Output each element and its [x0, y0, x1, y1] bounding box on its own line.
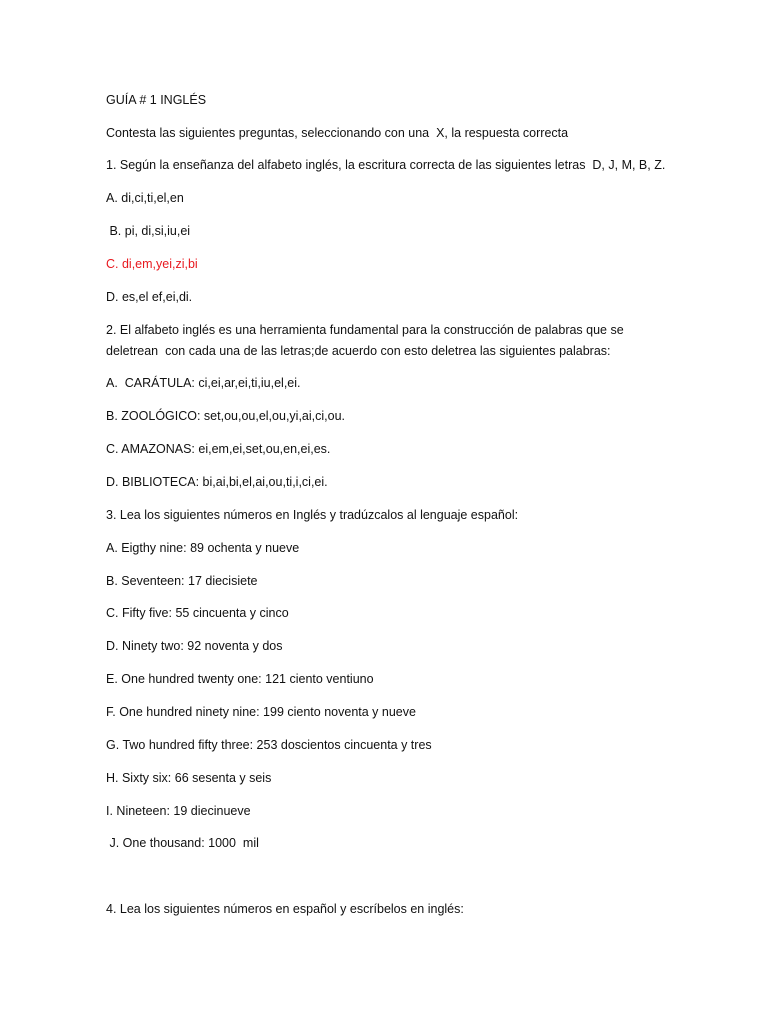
q1-question: 1. Según la enseñanza del alfabeto inglés, la escritura correcta de las siguientes letras D, J, M, B, Z.: [106, 158, 666, 172]
q3-item-d: D. Ninety two: 92 noventa y dos: [106, 639, 283, 653]
q1-option-b: B. pi, di,si,iu,ei: [106, 224, 191, 238]
q1-option-d: D. es,el ef,ei,di.: [106, 290, 193, 304]
q1-option-a: A. di,ci,ti,el,en: [106, 191, 184, 205]
q3-item-e: E. One hundred twenty one: 121 ciento ventiuno: [106, 672, 374, 686]
q3-item-j: J. One thousand: 1000 mil: [106, 836, 259, 850]
document-title: GUÍA # 1 INGLÉS: [106, 93, 207, 107]
q2-question-line1: 2. El alfabeto inglés es una herramienta fundamental para la construcción de palabras que se: [106, 323, 624, 337]
q3-item-b: B. Seventeen: 17 diecisiete: [106, 574, 258, 588]
q2-item-b: B. ZOOLÓGICO: set,ou,ou,el,ou,yi,ai,ci,ou.: [106, 409, 345, 423]
q2-item-d: D. BIBLIOTECA: bi,ai,bi,el,ai,ou,ti,i,ci,ei.: [106, 475, 328, 489]
q2-item-c: C. AMAZONAS: ei,em,ei,set,ou,en,ei,es.: [106, 442, 331, 456]
q3-item-i: I. Nineteen: 19 diecinueve: [106, 804, 251, 818]
q1-option-c-correct: C. di,em,yei,zi,bi: [106, 257, 198, 271]
q3-item-c: C. Fifty five: 55 cincuenta y cinco: [106, 606, 289, 620]
q3-item-f: F. One hundred ninety nine: 199 ciento noventa y nueve: [106, 705, 416, 719]
q3-item-g: G. Two hundred fifty three: 253 doscientos cincuenta y tres: [106, 738, 432, 752]
instructions-text: Contesta las siguientes preguntas, seleccionando con una X, la respuesta correcta: [106, 126, 569, 140]
q4-question: 4. Lea los siguientes números en español y escríbelos en inglés:: [106, 902, 464, 916]
q3-item-h: H. Sixty six: 66 sesenta y seis: [106, 771, 272, 785]
q2-question-line2: deletrean con cada una de las letras;de acuerdo con esto deletrea las siguientes palabras:: [106, 344, 611, 358]
q3-question: 3. Lea los siguientes números en Inglés y tradúzcalos al lenguaje español:: [106, 508, 519, 522]
q3-item-a: A. Eigthy nine: 89 ochenta y nueve: [106, 541, 300, 555]
q2-item-a: A. CARÁTULA: ci,ei,ar,ei,ti,iu,el,ei.: [106, 376, 301, 390]
